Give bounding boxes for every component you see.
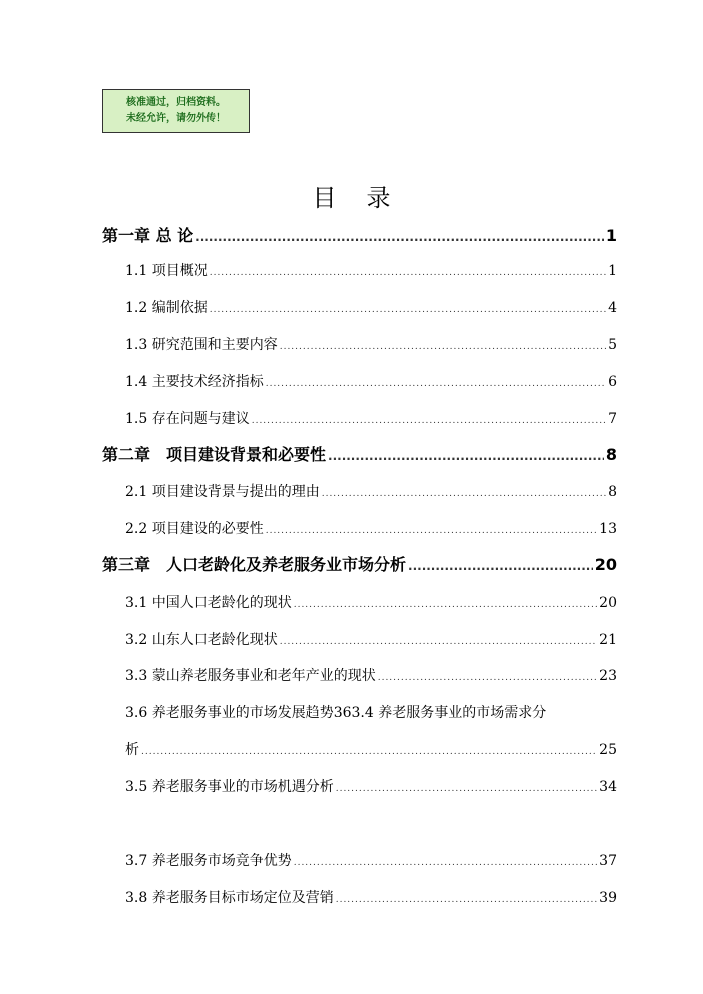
toc-section-label: 析 [125,742,139,758]
toc-chapter-1[interactable] [102,223,617,246]
toc-leader-dots [195,226,604,245]
toc-leader-dots [210,263,606,279]
toc-section-3-8[interactable] [125,887,617,907]
toc-section-2-1[interactable] [125,481,617,501]
stamp-line-2: 未经允许，请勿外传！ [126,113,226,124]
toc-page-number: 34 [599,779,617,795]
toc-page-number: 1 [605,226,617,245]
toc-chapter-2[interactable] [102,442,617,465]
stamp-line-1: 核准通过，归档资料。 [126,97,226,108]
toc-section-3-4-continued[interactable] [125,739,617,759]
toc-chapter-label: 第一章 总 论 [102,226,194,245]
toc-chapter-label: 第二章 项目建设背景和必要性 [102,445,327,464]
approval-stamp [102,89,250,133]
toc-page-number: 8 [605,445,617,464]
toc-page-number: 23 [599,668,617,684]
toc-section-label: 1.5 存在问题与建议 [125,411,250,427]
toc-section-1-4[interactable] [125,371,617,391]
toc-section-label: 1.3 研究范围和主要内容 [125,337,278,353]
toc-section-3-1[interactable] [125,592,617,612]
toc-page-number: 21 [599,632,617,648]
toc-title: 目录 [312,184,421,212]
toc-leader-dots [210,300,606,316]
toc-leader-dots [328,445,604,464]
toc-section-label: 3.5 养老服务事业的市场机遇分析 [125,779,334,795]
toc-chapter-label: 第三章 人口老龄化及养老服务业市场分析 [102,555,407,574]
toc-leader-dots [280,632,597,648]
toc-section-3-5[interactable] [125,776,617,796]
toc-chapter-3[interactable] [102,552,617,575]
toc-section-1-3[interactable] [125,334,617,354]
toc-page-number: 37 [599,853,617,869]
toc-page-number: 20 [594,555,617,574]
toc-section-label: 3.3 蒙山养老服务事业和老年产业的现状 [125,668,376,684]
toc-section-3-3[interactable] [125,665,617,685]
toc-section-1-2[interactable] [125,297,617,317]
toc-section-label: 3.7 养老服务市场竞争优势 [125,853,292,869]
toc-page-number: 7 [608,411,617,427]
toc-page-number: 39 [599,890,617,906]
toc-leader-dots [336,779,597,795]
toc-page-number: 25 [599,742,617,758]
toc-section-1-1[interactable] [125,260,617,280]
toc-section-label: 1.4 主要技术经济指标 [125,374,264,390]
toc-page-number: 5 [608,337,617,353]
toc-section-label: 3.8 养老服务目标市场定位及营销 [125,890,334,906]
toc-leader-dots [322,484,606,500]
toc-leader-dots [378,668,597,684]
toc-section-3-6-wrapped[interactable]: 3.6 养老服务事业的市场发展趋势363.4 养老服务事业的市场需求分 [125,705,547,721]
toc-section-3-7[interactable] [125,850,617,870]
toc-page-number: 1 [608,263,617,279]
toc-page-number: 8 [608,484,617,500]
toc-leader-dots [294,595,597,611]
toc-leader-dots [294,853,597,869]
toc-leader-dots [280,337,606,353]
toc-section-label: 1.1 项目概况 [125,263,208,279]
toc-page-number: 20 [599,595,617,611]
toc-page-number: 13 [599,521,617,537]
toc-section-1-5[interactable] [125,408,617,428]
toc-section-3-2[interactable] [125,629,617,649]
toc-section-label: 2.1 项目建设背景与提出的理由 [125,484,320,500]
toc-leader-dots [141,742,597,758]
toc-section-label: 3.2 山东人口老龄化现状 [125,632,278,648]
toc-leader-dots [266,374,606,390]
toc-leader-dots [408,555,593,574]
toc-section-2-2[interactable] [125,518,617,538]
toc-section-label: 1.2 编制依据 [125,300,208,316]
toc-section-label: 2.2 项目建设的必要性 [125,521,264,537]
toc-leader-dots [336,890,597,906]
toc-leader-dots [266,521,597,537]
toc-leader-dots [252,411,606,427]
toc-page-number: 6 [608,374,617,390]
toc-page-number: 4 [608,300,617,316]
toc-section-label: 3.1 中国人口老龄化的现状 [125,595,292,611]
